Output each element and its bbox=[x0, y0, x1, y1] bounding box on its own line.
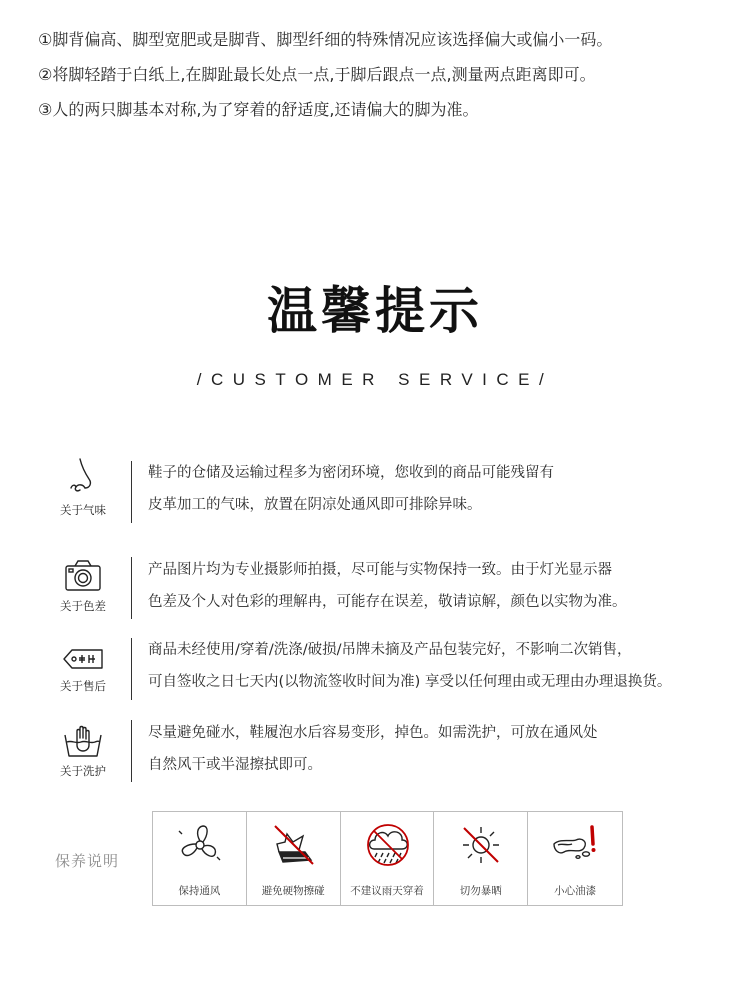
care-instructions-label: 保养说明 bbox=[55, 852, 120, 870]
hand-wash-icon bbox=[58, 723, 108, 759]
sizing-notes bbox=[38, 22, 738, 127]
sizing-note-3: ③人的两只脚基本对称,为了穿着的舒适度,还请偏大的脚为准。 bbox=[38, 100, 479, 119]
oil-paint-warning-icon bbox=[550, 822, 600, 868]
row-text-color bbox=[148, 554, 738, 618]
row-divider bbox=[131, 720, 132, 782]
care-item-label: 切勿暴晒 bbox=[459, 885, 502, 897]
row-divider bbox=[131, 638, 132, 700]
row-text-smell bbox=[148, 457, 738, 521]
care-item-avoid-hard-objects bbox=[247, 812, 341, 905]
care-item-no-rain bbox=[341, 812, 435, 905]
row-label-after-sales: 关于售后 bbox=[60, 679, 106, 693]
section-subtitle: /CUSTOMER SERVICE/ bbox=[196, 370, 554, 389]
sizing-note-2: ②将脚轻踏于白纸上,在脚趾最长处点一点,于脚后跟点一点,测量两点距离即可。 bbox=[38, 65, 596, 84]
row-line: 商品未经使用/穿着/洗涤/破损/吊牌未摘及产品包装完好，不影响二次销售， bbox=[148, 642, 632, 658]
row-text-after-sales bbox=[148, 634, 738, 698]
row-line: 色差及个人对色彩的理解冉，可能存在误差，敬请谅解，颜色以实物为准。 bbox=[148, 594, 627, 610]
sizing-note-1: ①脚背偏高、脚型宽肥或是脚背、脚型纤细的特殊情况应该选择偏大或偏小一码。 bbox=[38, 30, 613, 49]
info-row-after-sales bbox=[0, 634, 750, 704]
row-text-washing bbox=[148, 717, 738, 781]
row-label-smell: 关于气味 bbox=[60, 503, 106, 517]
row-divider bbox=[131, 557, 132, 619]
row-line: 皮革加工的气味，放置在阴凉处通风即可排除异味。 bbox=[148, 497, 482, 513]
care-item-label: 避免硬物擦碰 bbox=[261, 885, 325, 897]
info-row-smell bbox=[0, 455, 750, 525]
row-line: 可自签收之日七天内(以物流签收时间为准) 享受以任何理由或无理由办理退换货。 bbox=[148, 674, 672, 690]
no-rain-icon bbox=[363, 822, 413, 868]
row-line: 自然风干或半湿擦拭即可。 bbox=[148, 757, 322, 773]
care-item-no-sun bbox=[434, 812, 528, 905]
care-item-label: 小心油漆 bbox=[554, 885, 597, 897]
section-title: 温馨提示 bbox=[267, 282, 483, 340]
care-instructions-box bbox=[152, 811, 623, 906]
row-label-color: 关于色差 bbox=[60, 599, 106, 613]
row-line: 产品图片均为专业摄影师拍摄，尽可能与实物保持一致。由于灯光显示器 bbox=[148, 562, 612, 578]
no-hard-objects-icon bbox=[269, 822, 319, 868]
info-row-washing bbox=[0, 717, 750, 787]
care-item-label: 保持通风 bbox=[178, 885, 221, 897]
nose-icon bbox=[58, 457, 108, 493]
info-row-color bbox=[0, 553, 750, 623]
care-item-ventilation bbox=[153, 812, 247, 905]
row-label-washing: 关于洗护 bbox=[60, 764, 106, 778]
care-item-oil-paint bbox=[528, 812, 622, 905]
row-divider bbox=[131, 461, 132, 523]
price-tag-icon bbox=[58, 641, 108, 677]
row-line: 尽量避免碰水，鞋履泡水后容易变形，掉色。如需洗护，可放在通风处 bbox=[148, 725, 598, 741]
row-line: 鞋子的仓储及运输过程多为密闭环境，您收到的商品可能残留有 bbox=[148, 465, 554, 481]
no-sun-icon bbox=[456, 822, 506, 868]
care-item-label: 不建议雨天穿着 bbox=[350, 885, 424, 897]
fan-icon bbox=[175, 822, 225, 868]
camera-icon bbox=[58, 559, 108, 595]
